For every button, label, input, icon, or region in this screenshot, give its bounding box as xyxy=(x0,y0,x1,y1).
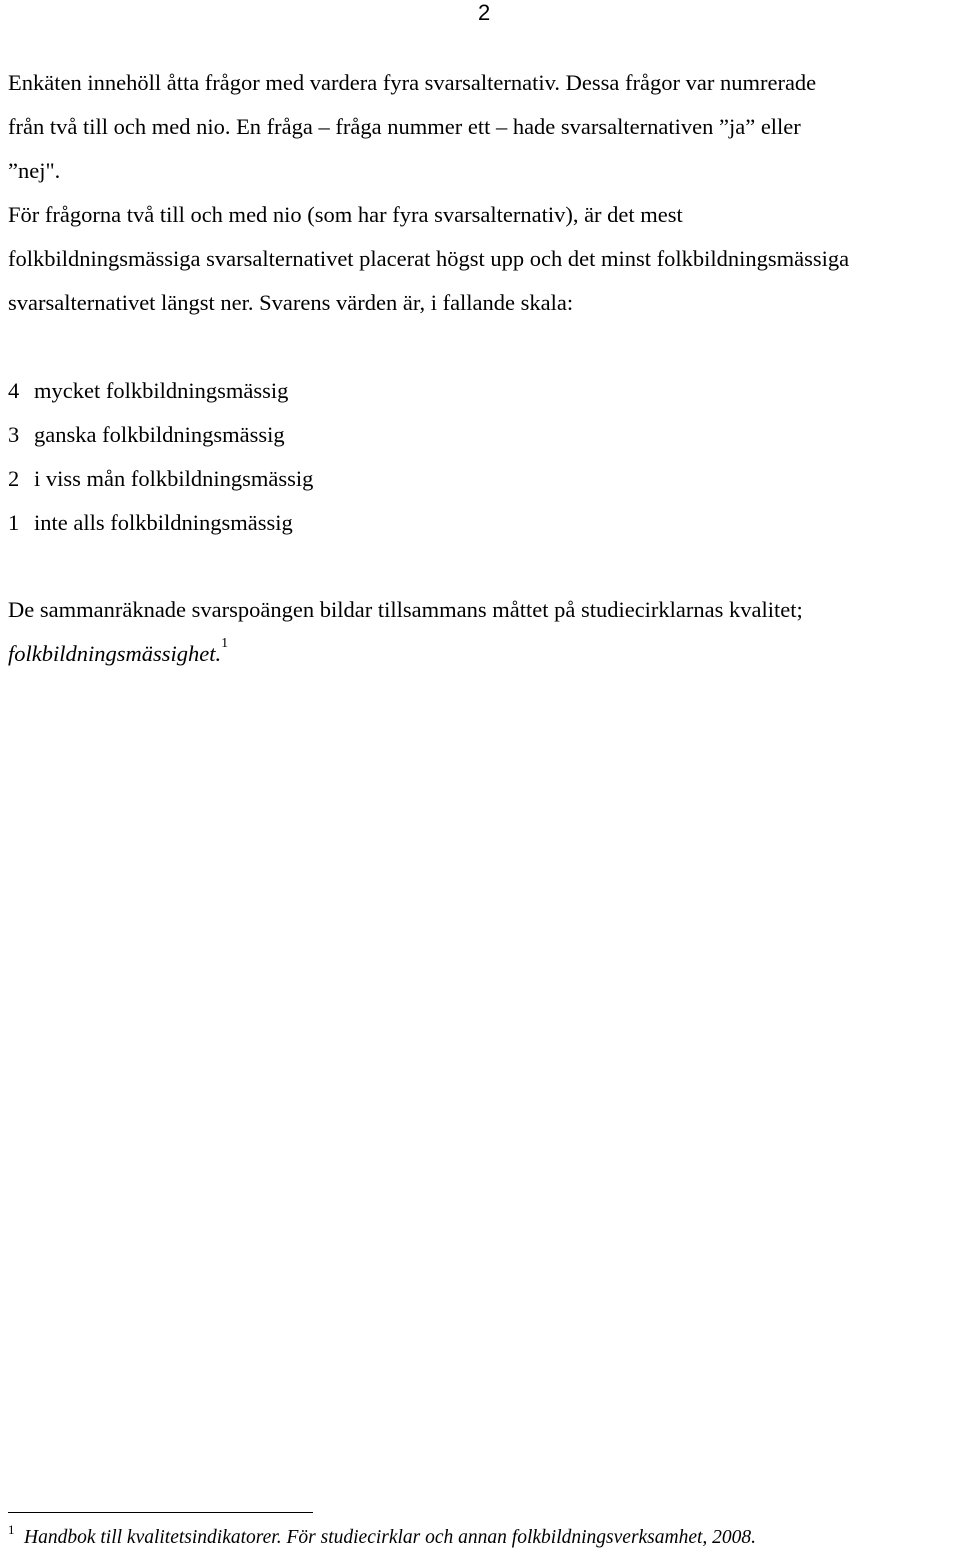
scale-list xyxy=(8,369,958,545)
scale-label: ganska folkbildningsmässig xyxy=(34,422,285,447)
footnote-text: Handbok till kvalitetsindikatorer. För studiecirklar och annan folkbildningsverksamhet, 2008. xyxy=(24,1527,757,1548)
scale-item xyxy=(8,413,958,457)
paragraph-answer-order xyxy=(8,193,958,325)
footnote-mark: 1 xyxy=(8,1522,15,1537)
scale-label: inte alls folkbildningsmässig xyxy=(34,510,293,535)
text-line: folkbildningsmässiga svarsalternativet placerat högst upp och det minst folkbildningsmässiga xyxy=(8,246,850,271)
text-line xyxy=(8,632,958,680)
scale-label: i viss mån folkbildningsmässig xyxy=(34,466,314,491)
scale-value: 2 xyxy=(8,466,20,491)
scale-item xyxy=(8,369,958,413)
scale-item xyxy=(8,457,958,501)
scale-label: mycket folkbildningsmässig xyxy=(34,378,289,403)
paragraph-survey-intro xyxy=(8,61,958,193)
page-number: 2 xyxy=(478,0,491,25)
scale-value: 4 xyxy=(8,378,20,403)
italic-term: folkbildningsmässighet. xyxy=(8,641,222,666)
text-line: från två till och med nio. En fråga – fråga nummer ett – hade svarsalternativen ”ja” eller xyxy=(8,114,801,139)
text-line: Enkäten innehöll åtta frågor med vardera fyra svarsalternativ. Dessa frågor var numrerade xyxy=(8,70,817,95)
footnote xyxy=(8,1524,756,1553)
scale-value: 3 xyxy=(8,422,20,447)
footnote-reference[interactable]: 1 xyxy=(221,636,229,651)
text-line: För frågorna två till och med nio (som har fyra svarsalternativ), är det mest xyxy=(8,202,683,227)
paragraph-quality-measure xyxy=(8,588,958,680)
text-line: svarsalternativet längst ner. Svarens värden är, i fallande skala: xyxy=(8,290,574,315)
text-line: ”nej". xyxy=(8,158,61,183)
scale-item xyxy=(8,501,958,545)
scale-value: 1 xyxy=(8,510,20,535)
text-line: De sammanräknade svarspoängen bildar tillsammans måttet på studiecirklarnas kvalitet; xyxy=(8,597,803,622)
footnote-separator xyxy=(8,1512,313,1513)
